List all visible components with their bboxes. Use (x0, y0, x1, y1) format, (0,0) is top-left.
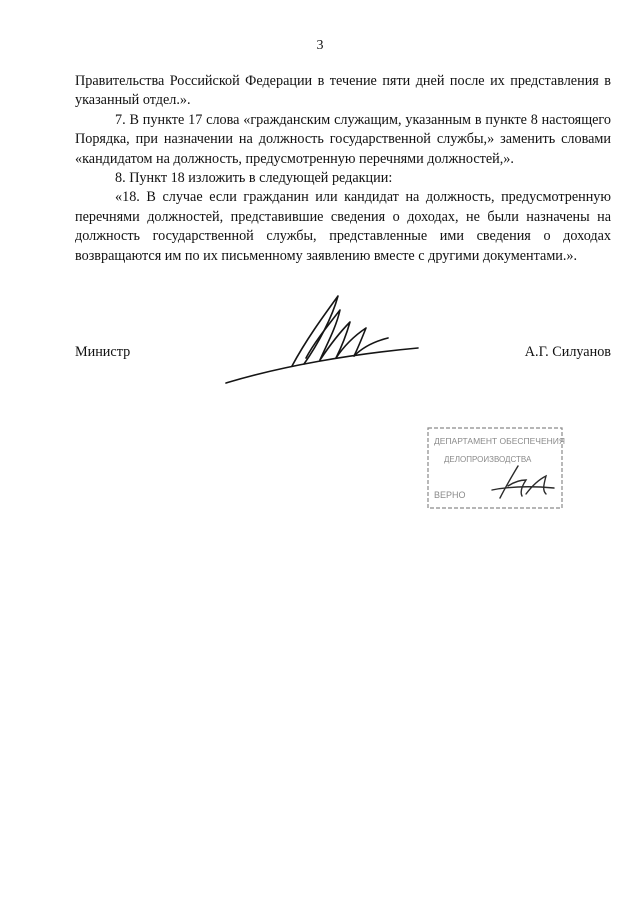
paragraph-item-8: 8. Пункт 18 изложить в следующей редакции: (115, 170, 393, 187)
paragraph-item-7: 7. В пункте 17 слова «гражданским служащим, указанным в пункте 8 настоящего Порядка, при назначении на должность государственной службы,» заменить словами «кандидатом на должность, предусмотренную перечнями должностей,». (75, 111, 611, 167)
signatory-title: Министр (75, 344, 131, 360)
stamp-line-department: ДЕПАРТАМЕНТ ОБЕСПЕЧЕНИЯ (434, 436, 566, 446)
paragraph-continuation: Правительства Российской Федерации в течение пяти дней после их представления в указанный отдел.». (75, 73, 611, 109)
stamp-line-verified: ВЕРНО (434, 490, 466, 500)
page-number: 3 (316, 38, 324, 53)
paragraph-item-18-text: «18. В случае если гражданин или кандидат на должность, предусмотренную перечнями должностей, представившие сведения о доходах, не были назначены на должность государственной службы, представленные ими сведения о доходах возвращаются им по их письменному заявлению вместе с другими документами.». (75, 189, 611, 264)
document-body (75, 72, 611, 266)
signatory-name: А.Г. Силуанов (524, 344, 611, 360)
certification-stamp (422, 424, 568, 512)
handwritten-signature (222, 288, 422, 388)
stamp-signature (492, 466, 554, 498)
stamp-line-office: ДЕЛОПРОИЗВОДСТВА (444, 455, 532, 464)
